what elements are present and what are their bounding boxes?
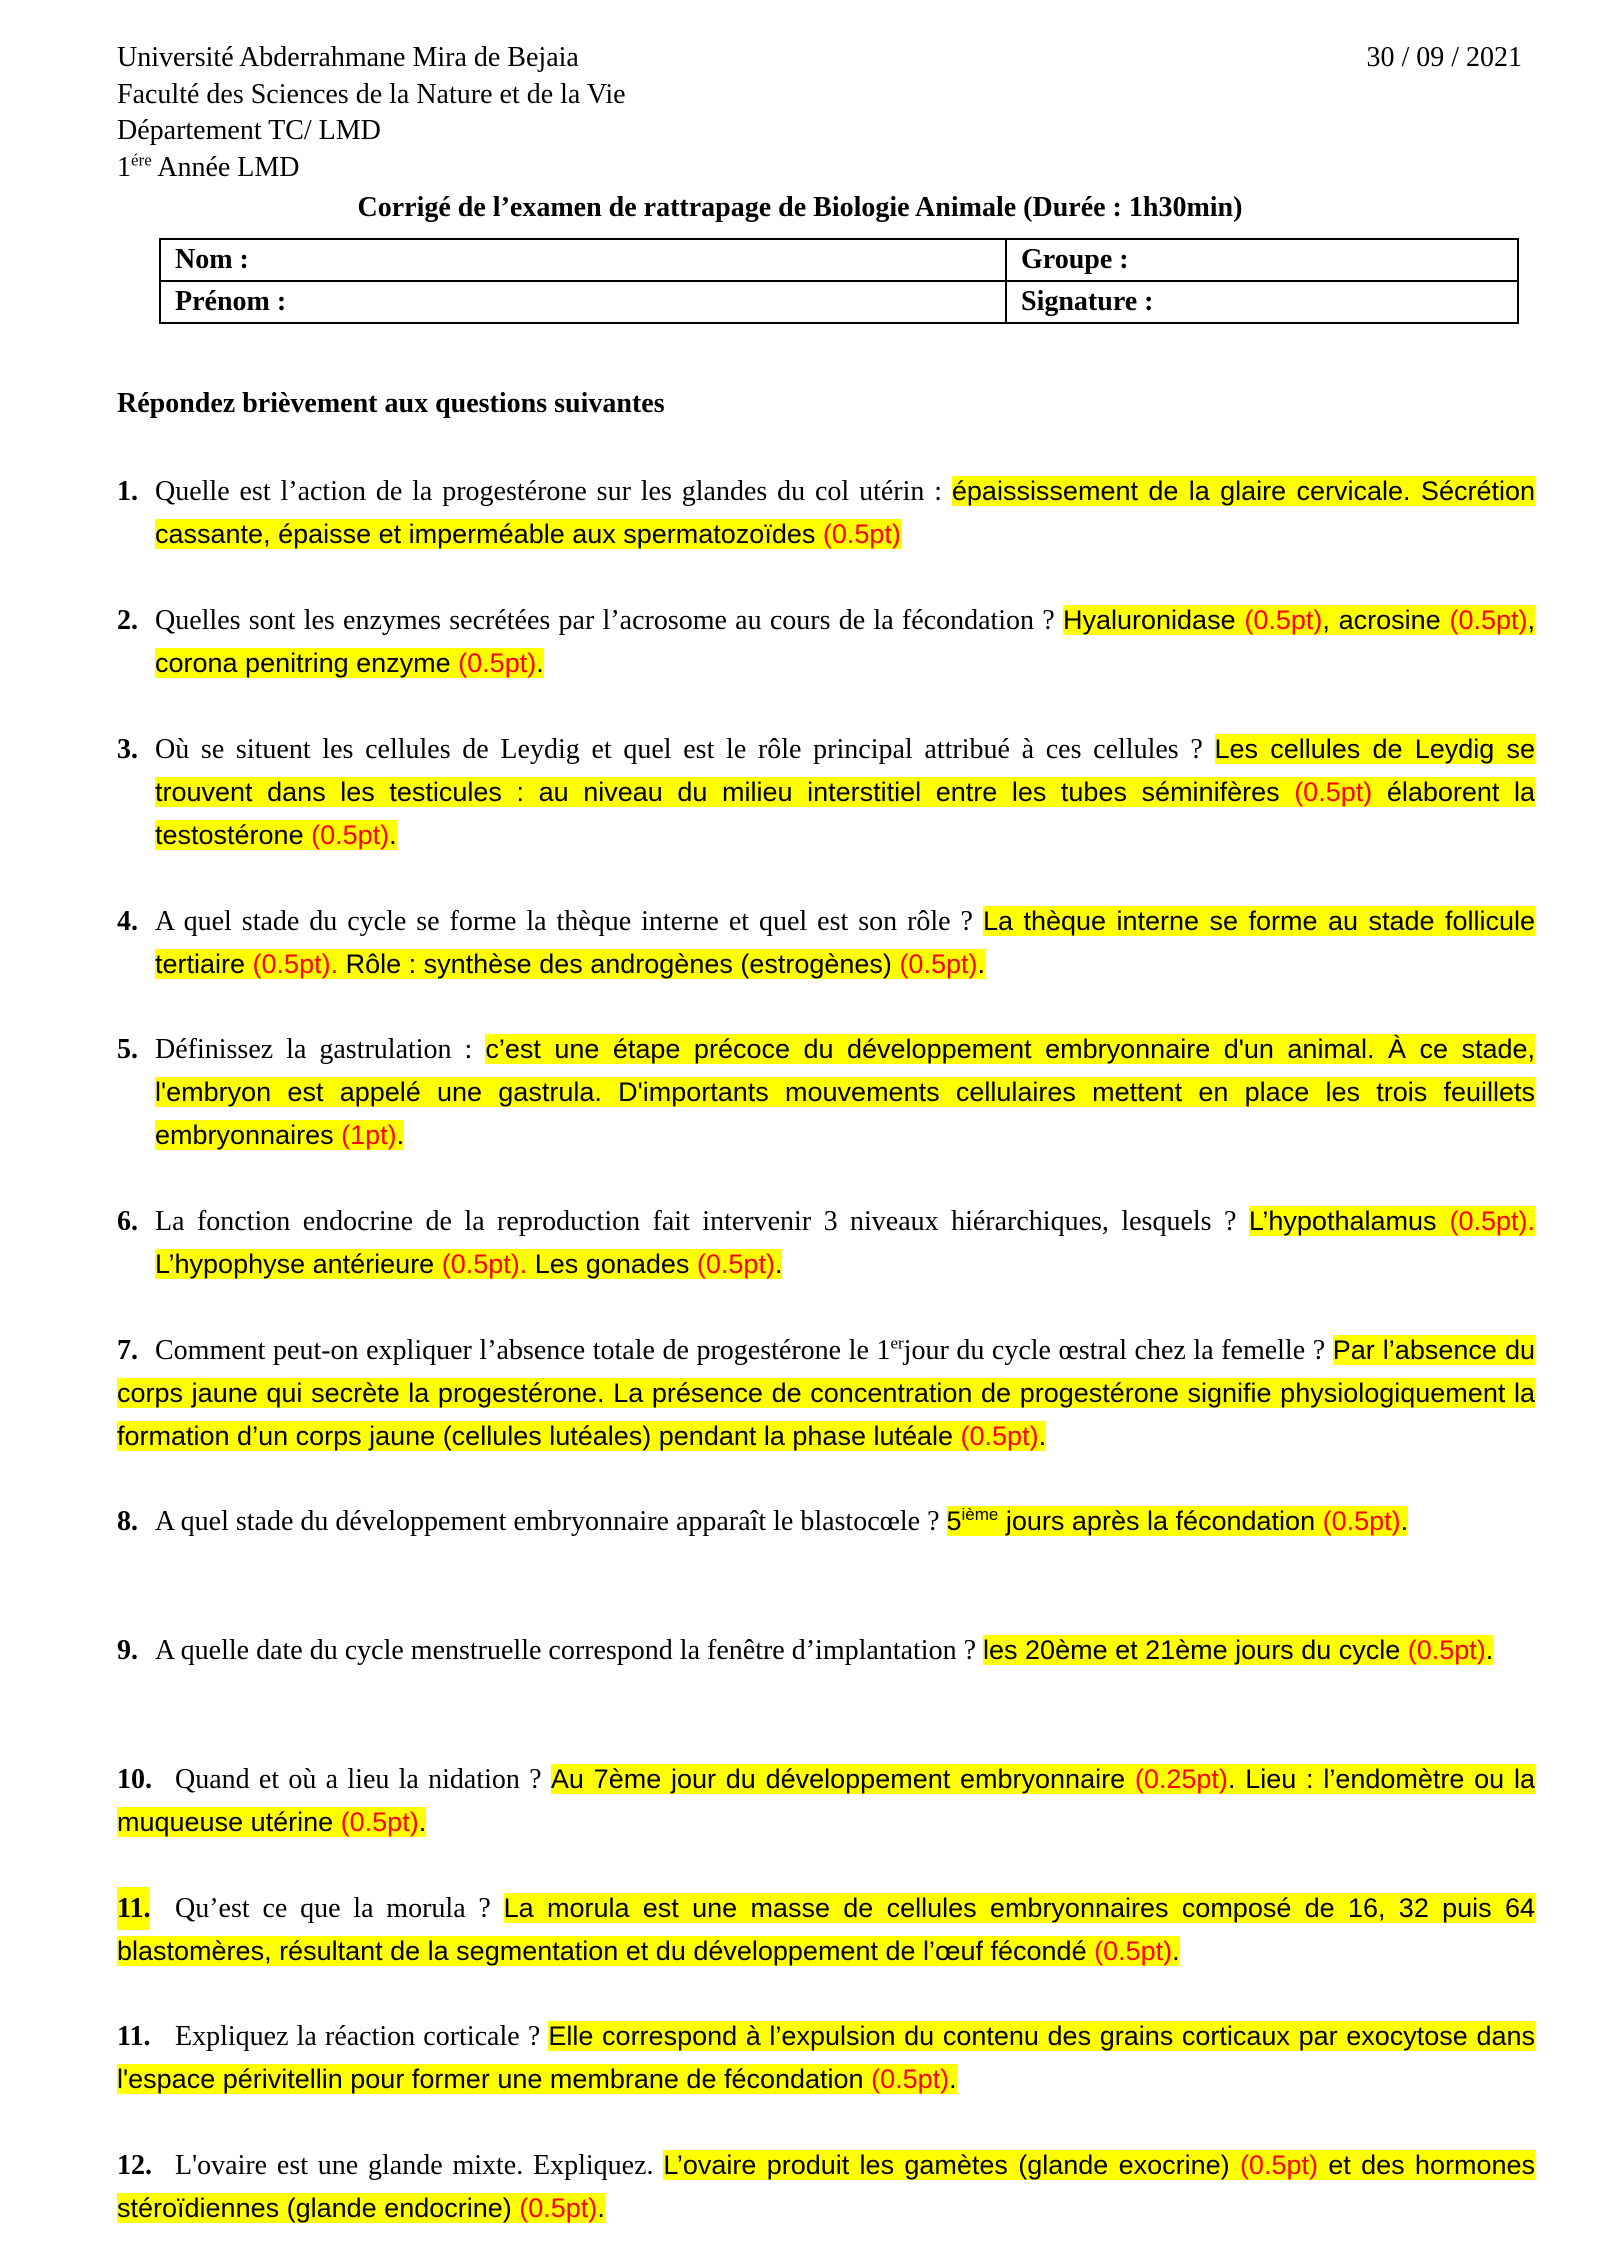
- groupe-field: Groupe :: [1006, 239, 1518, 281]
- answer-text: Par l’absence du corps jaune qui secrète la progestérone. La présence de concentration de progestérone signifie physiologiquement la formation d’un corps jaune (cellules lutéales) pendant la phase lutéale (0.5pt).: [117, 1335, 1535, 1451]
- question-1: [117, 470, 1535, 556]
- question-11-morula: [117, 1887, 1535, 1973]
- points: (0.5pt): [311, 820, 390, 850]
- question-6: [117, 1200, 1535, 1286]
- question-number: 5.: [117, 1034, 138, 1065]
- study-year: [117, 150, 626, 187]
- answer-text: Hyaluronidase (0.5pt), acrosine (0.5pt), corona penitring enzyme (0.5pt).: [155, 605, 1536, 678]
- points: (0.5pt): [822, 519, 901, 549]
- question-text: A quelle date du cycle menstruelle correspond la fenêtre d’implantation ?: [155, 1635, 984, 1666]
- points: (0.5pt): [960, 1421, 1039, 1451]
- points: (0.5pt): [696, 1249, 775, 1279]
- header-institution: [117, 40, 626, 186]
- department-name: Département TC/ LMD: [117, 115, 381, 146]
- question-text: A quel stade du développement embryonnaire apparaît le blastocœle ?: [155, 1506, 947, 1537]
- points: (0.5pt): [1244, 605, 1323, 635]
- question-11-cortical: [117, 2015, 1535, 2101]
- answer-text: Elle correspond à l’expulsion du contenu des grains corticaux par exocytose dans l'espace périvitellin pour former une membrane de fécondation (0.5pt).: [117, 2021, 1535, 2094]
- question-number: 12.: [117, 2150, 152, 2181]
- answer-text: La morula est une masse de cellules embryonnaires composé de 16, 32 puis 64 blastomères, résultant de la segmentation et du développement de l’œuf fécondé (0.5pt).: [117, 1893, 1535, 1966]
- points: (0.5pt).: [441, 1249, 528, 1279]
- answer-text: La thèque interne se forme au stade follicule tertiaire (0.5pt). Rôle : synthèse des androgènes (estrogènes) (0.5pt).: [155, 906, 1536, 979]
- answer-text: Au 7ème jour du développement embryonnaire (0.25pt). Lieu : l’endomètre ou la muqueuse utérine (0.5pt).: [117, 1764, 1535, 1837]
- question-number: 10.: [117, 1764, 152, 1795]
- year-label: Année LMD: [151, 151, 300, 183]
- answer-text: c’est une étape précoce du développement embryonnaire d'un animal. À ce stade, l'embryon est appelé une gastrula. D'importants mouvements cellulaires mettent en place les trois feuillets embryonnaires (1pt).: [155, 1034, 1535, 1150]
- answer-text: 5ième jours après la fécondation (0.5pt).: [946, 1505, 1409, 1536]
- student-id-table: [159, 238, 1519, 324]
- question-text: Qu’est ce que la morula ?: [175, 1893, 504, 1924]
- year-superscript: ére: [131, 150, 152, 170]
- question-number: 6.: [117, 1206, 138, 1237]
- question-10: [117, 1758, 1535, 1844]
- points: (0.5pt): [458, 648, 537, 678]
- exam-date: 30 / 09 / 2021: [1366, 42, 1522, 73]
- answer-text: Les cellules de Leydig se trouvent dans les testicules : au niveau du milieu interstitiel entre les tubes séminifères (0.5pt) élaborent la testostérone (0.5pt).: [155, 734, 1536, 850]
- question-number: 3.: [117, 734, 138, 765]
- points: (0.5pt): [1322, 1506, 1401, 1536]
- question-4: [117, 900, 1535, 986]
- question-text: Expliquez la réaction corticale ?: [175, 2021, 549, 2052]
- question-7: [117, 1329, 1535, 1458]
- page-title: Corrigé de l’examen de rattrapage de Biologie Animale (Durée : 1h30min): [357, 192, 1243, 223]
- instructions: Répondez brièvement aux questions suivantes: [117, 388, 665, 419]
- question-text: Quelle est l’action de la progestérone sur les glandes du col utérin :: [155, 476, 952, 507]
- question-text: Quelles sont les enzymes secrétées par l’acrosome au cours de la fécondation ?: [155, 605, 1063, 636]
- points: (0.5pt).: [1449, 1206, 1535, 1236]
- university-name: Université Abderrahmane Mira de Bejaia: [117, 42, 579, 73]
- points: (0.5pt): [519, 2193, 598, 2223]
- points: (0.25pt): [1134, 1764, 1228, 1794]
- question-3: [117, 728, 1535, 857]
- year-number: 1: [117, 151, 131, 183]
- question-text: L'ovaire est une glande mixte. Expliquez.: [175, 2150, 664, 2181]
- question-number: 11.: [117, 2021, 151, 2052]
- signature-field: Signature :: [1006, 281, 1518, 323]
- answer-text: les 20ème et 21ème jours du cycle (0.5pt).: [983, 1635, 1494, 1665]
- points: (0.5pt): [1449, 605, 1528, 635]
- nom-field: Nom :: [160, 239, 1006, 281]
- question-number: 8.: [117, 1506, 138, 1537]
- question-number: 4.: [117, 906, 138, 937]
- question-12: [117, 2144, 1535, 2230]
- answer-text: L’ovaire produit les gamètes (glande exocrine) (0.5pt) et des hormones stéroïdiennes (glande endocrine) (0.5pt).: [117, 2150, 1535, 2223]
- answer-text: épaississement de la glaire cervicale. Sécrétion cassante, épaisse et imperméable aux spermatozoïdes (0.5pt): [155, 476, 1535, 549]
- question-text: Quand et où a lieu la nidation ?: [175, 1764, 551, 1795]
- points: (0.5pt).: [252, 949, 339, 979]
- question-text: Comment peut-on expliquer l’absence totale de progestérone le 1erjour du cycle œstral chez la femelle ?: [155, 1333, 1333, 1366]
- question-number: 9.: [117, 1635, 138, 1666]
- question-text: La fonction endocrine de la reproduction fait intervenir 3 niveaux hiérarchiques, lesquels ?: [155, 1206, 1249, 1237]
- question-5: [117, 1028, 1535, 1157]
- answer-text: L’hypothalamus (0.5pt). L’hypophyse antérieure (0.5pt). Les gonades (0.5pt).: [155, 1206, 1535, 1279]
- points: (0.5pt): [340, 1807, 419, 1837]
- question-number: 11.: [117, 1887, 150, 1930]
- question-9: [117, 1629, 1535, 1672]
- prenom-field: Prénom :: [160, 281, 1006, 323]
- points: (0.5pt): [1407, 1635, 1486, 1665]
- question-8: [117, 1500, 1535, 1543]
- points: (0.5pt): [1294, 777, 1373, 807]
- faculty-name: Faculté des Sciences de la Nature et de la Vie: [117, 78, 626, 110]
- question-text: A quel stade du cycle se forme la thèque interne et quel est son rôle ?: [155, 906, 983, 937]
- question-number: 1.: [117, 476, 138, 507]
- question-number: 2.: [117, 605, 138, 636]
- points: (0.5pt): [899, 949, 978, 979]
- points: (0.5pt): [1094, 1936, 1173, 1966]
- question-number: 7.: [117, 1335, 138, 1366]
- points: (1pt): [341, 1120, 397, 1150]
- question-text: Où se situent les cellules de Leydig et quel est le rôle principal attribué à ces cellules ?: [155, 734, 1215, 765]
- points: (0.5pt): [871, 2064, 950, 2094]
- question-2: [117, 599, 1535, 685]
- question-text: Définissez la gastrulation :: [155, 1034, 486, 1065]
- points: (0.5pt): [1239, 2150, 1318, 2180]
